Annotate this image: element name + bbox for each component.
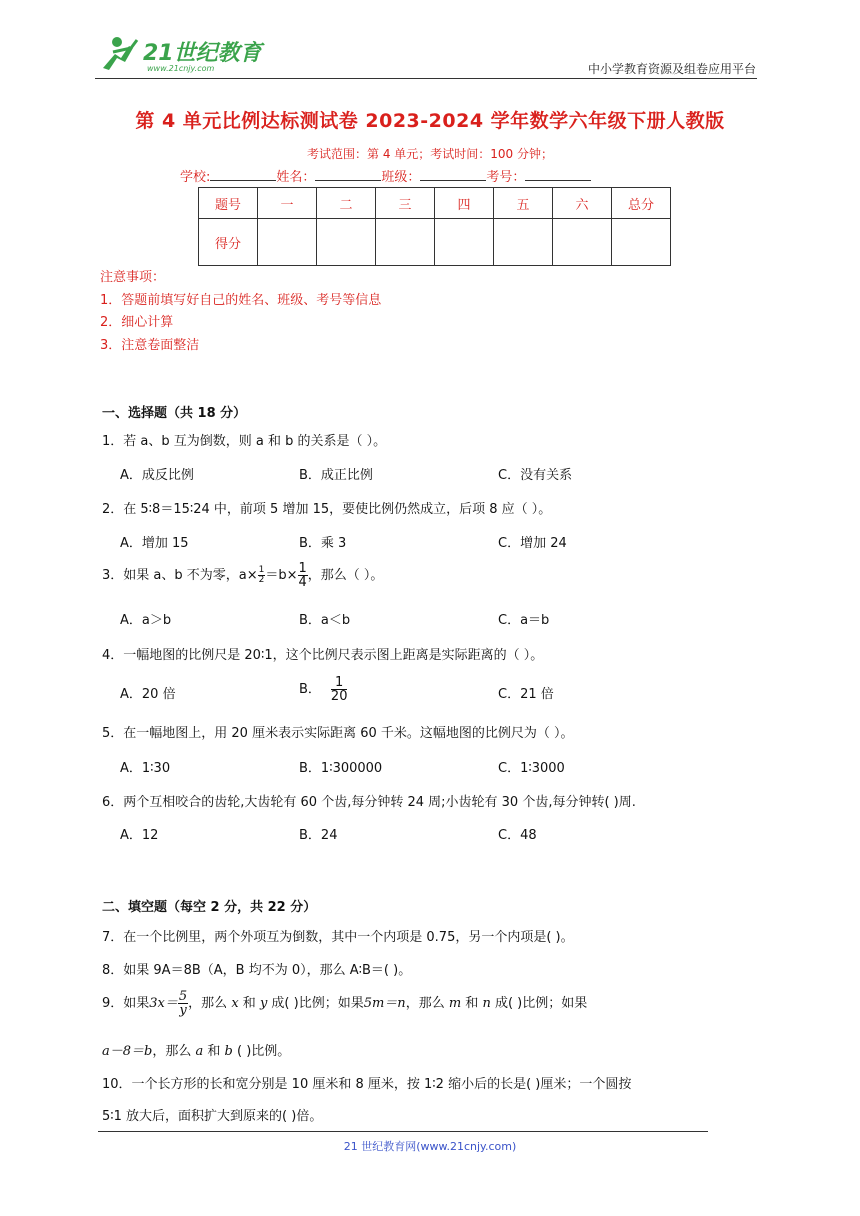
score-header-cell: 六 (553, 188, 612, 219)
question-4: 4．一幅地图的比例尺是 20∶1，这个比例尺表示图上距离是实际距离的（ ）。 (102, 648, 544, 663)
score-cell[interactable] (317, 219, 376, 266)
q6-option-b[interactable]: B．24 (299, 828, 338, 843)
question-9-line2: a－8＝b，那么 a 和 b ( )比例。 (102, 1044, 291, 1059)
notes-title: 注意事项： (100, 270, 166, 285)
school-field[interactable] (210, 168, 276, 181)
name-label: 姓名： (276, 170, 316, 185)
score-cell[interactable] (258, 219, 317, 266)
score-header-cell: 三 (376, 188, 435, 219)
class-label: 班级： (381, 170, 421, 185)
student-info (180, 166, 591, 185)
note-item: 2．细心计算 (100, 315, 174, 330)
header-divider (95, 78, 757, 79)
question-5: 5．在一幅地图上，用 20 厘米表示实际距离 60 千米。这幅地图的比例尺为（ ）。 (102, 726, 574, 741)
score-cell[interactable] (376, 219, 435, 266)
q3-text-post: ，那么（ ）。 (307, 568, 384, 583)
fraction-one-twentieth: $\frac{1}{20}$ (330, 675, 348, 704)
q3-option-b[interactable]: B．a＜b (299, 613, 351, 628)
q4-option-b[interactable]: B． $\frac{1}{20}$ (299, 675, 348, 704)
q6-option-c[interactable]: C．48 (498, 828, 537, 843)
section1-title: 一、选择题（共 18 分） (102, 406, 247, 421)
q3-option-c[interactable]: C．a＝b (498, 613, 550, 628)
q2-option-c[interactable]: C．增加 24 (498, 536, 567, 551)
score-header-cell: 题号 (199, 188, 258, 219)
score-cell[interactable] (553, 219, 612, 266)
number-label: 考号： (486, 170, 526, 185)
q5-option-b[interactable]: B．1∶300000 (299, 761, 383, 776)
score-header-cell: 四 (435, 188, 494, 219)
question-3 (102, 562, 383, 589)
question-7: 7．在一个比例里，两个外项互为倒数，其中一个内项是 0.75，另一个内项是( )。 (102, 930, 574, 945)
score-header-cell: 二 (317, 188, 376, 219)
q4-option-a[interactable]: A．20 倍 (120, 687, 176, 702)
name-field[interactable] (315, 168, 381, 181)
school-label: 学校: (180, 170, 211, 185)
exam-info: 考试范围：第 4 单元；考试时间：100 分钟； (307, 147, 553, 161)
logo-text: 21世纪教育 (143, 41, 262, 66)
score-cell[interactable] (494, 219, 553, 266)
platform-name: 中小学教育资源及组卷应用平台 (587, 62, 756, 76)
fraction-one-quarter: $\frac{1}{4}$ (298, 561, 307, 590)
page-title: 第 4 单元比例达标测试卷 2023-2024 学年数学六年级下册人教版 (135, 110, 725, 132)
section2-title: 二、填空题（每空 2 分，共 22 分） (102, 900, 317, 915)
class-field[interactable] (420, 168, 486, 181)
q6-option-a[interactable]: A．12 (120, 828, 159, 843)
question-6: 6．两个互相咬合的齿轮,大齿轮有 60 个齿,每分钟转 24 周;小齿轮有 30 个齿,每分钟转( )周. (102, 795, 636, 810)
question-9: 9．如果3x＝ $\frac{5}{y}$ ，那么 x 和 y 成( )比例；如果5m＝n，那么 m 和 n 成( )比例；如果 (102, 989, 588, 1018)
score-header-cell: 总分 (612, 188, 671, 219)
question-8: 8．如果 9A＝8B（A，B 均不为 0），那么 A∶B＝( )。 (102, 963, 412, 978)
q1-option-b[interactable]: B．成正比例 (299, 468, 373, 483)
number-field[interactable] (525, 168, 591, 181)
q3-text-mid: ＝b× (265, 568, 298, 583)
q1-option-c[interactable]: C．没有关系 (498, 468, 573, 483)
score-table (198, 187, 671, 266)
question-1: 1．若 a、b 互为倒数，则 a 和 b 的关系是（ ）。 (102, 434, 387, 449)
score-cell[interactable] (612, 219, 671, 266)
question-10: 10．一个长方形的长和宽分别是 10 厘米和 8 厘米，按 1∶2 缩小后的长是( )厘米；一个圆按 (102, 1077, 632, 1092)
q4-option-c[interactable]: C．21 倍 (498, 687, 554, 702)
q3-option-a[interactable]: A．a＞b (120, 613, 172, 628)
logo-url: www.21cnjy.com (147, 64, 215, 73)
score-row-label: 得分 (199, 219, 258, 266)
footer-divider (98, 1131, 708, 1132)
fraction-five-over-y: $\frac{5}{y}$ (178, 989, 188, 1018)
footer-link[interactable]: 21 世纪教育网(www.21cnjy.com) (343, 1140, 517, 1153)
notes (100, 267, 381, 357)
note-item: 3．注意卷面整洁 (100, 337, 200, 353)
question-2: 2．在 5∶8＝15∶24 中，前项 5 增加 15，要使比例仍然成立，后项 8 应（ ）。 (102, 502, 552, 517)
question-10-line2: 5∶1 放大后，面积扩大到原来的( )倍。 (102, 1109, 323, 1124)
score-cell[interactable] (435, 219, 494, 266)
note-item: 1．答题前填写好自己的姓名、班级、考号等信息 (100, 292, 382, 308)
score-header-cell: 一 (258, 188, 317, 219)
fraction-one-half: $\frac{1}{2}$ (258, 565, 265, 585)
q2-option-b[interactable]: B．乘 3 (299, 536, 347, 551)
score-header-cell: 五 (494, 188, 553, 219)
q5-option-c[interactable]: C．1∶3000 (498, 761, 565, 776)
q1-option-a[interactable]: A．成反比例 (120, 468, 194, 483)
site-logo (95, 34, 265, 74)
q3-text-pre: 3．如果 a、b 不为零，a× (102, 568, 258, 583)
q2-option-a[interactable]: A．增加 15 (120, 536, 189, 551)
q5-option-a[interactable]: A．1∶30 (120, 761, 171, 776)
